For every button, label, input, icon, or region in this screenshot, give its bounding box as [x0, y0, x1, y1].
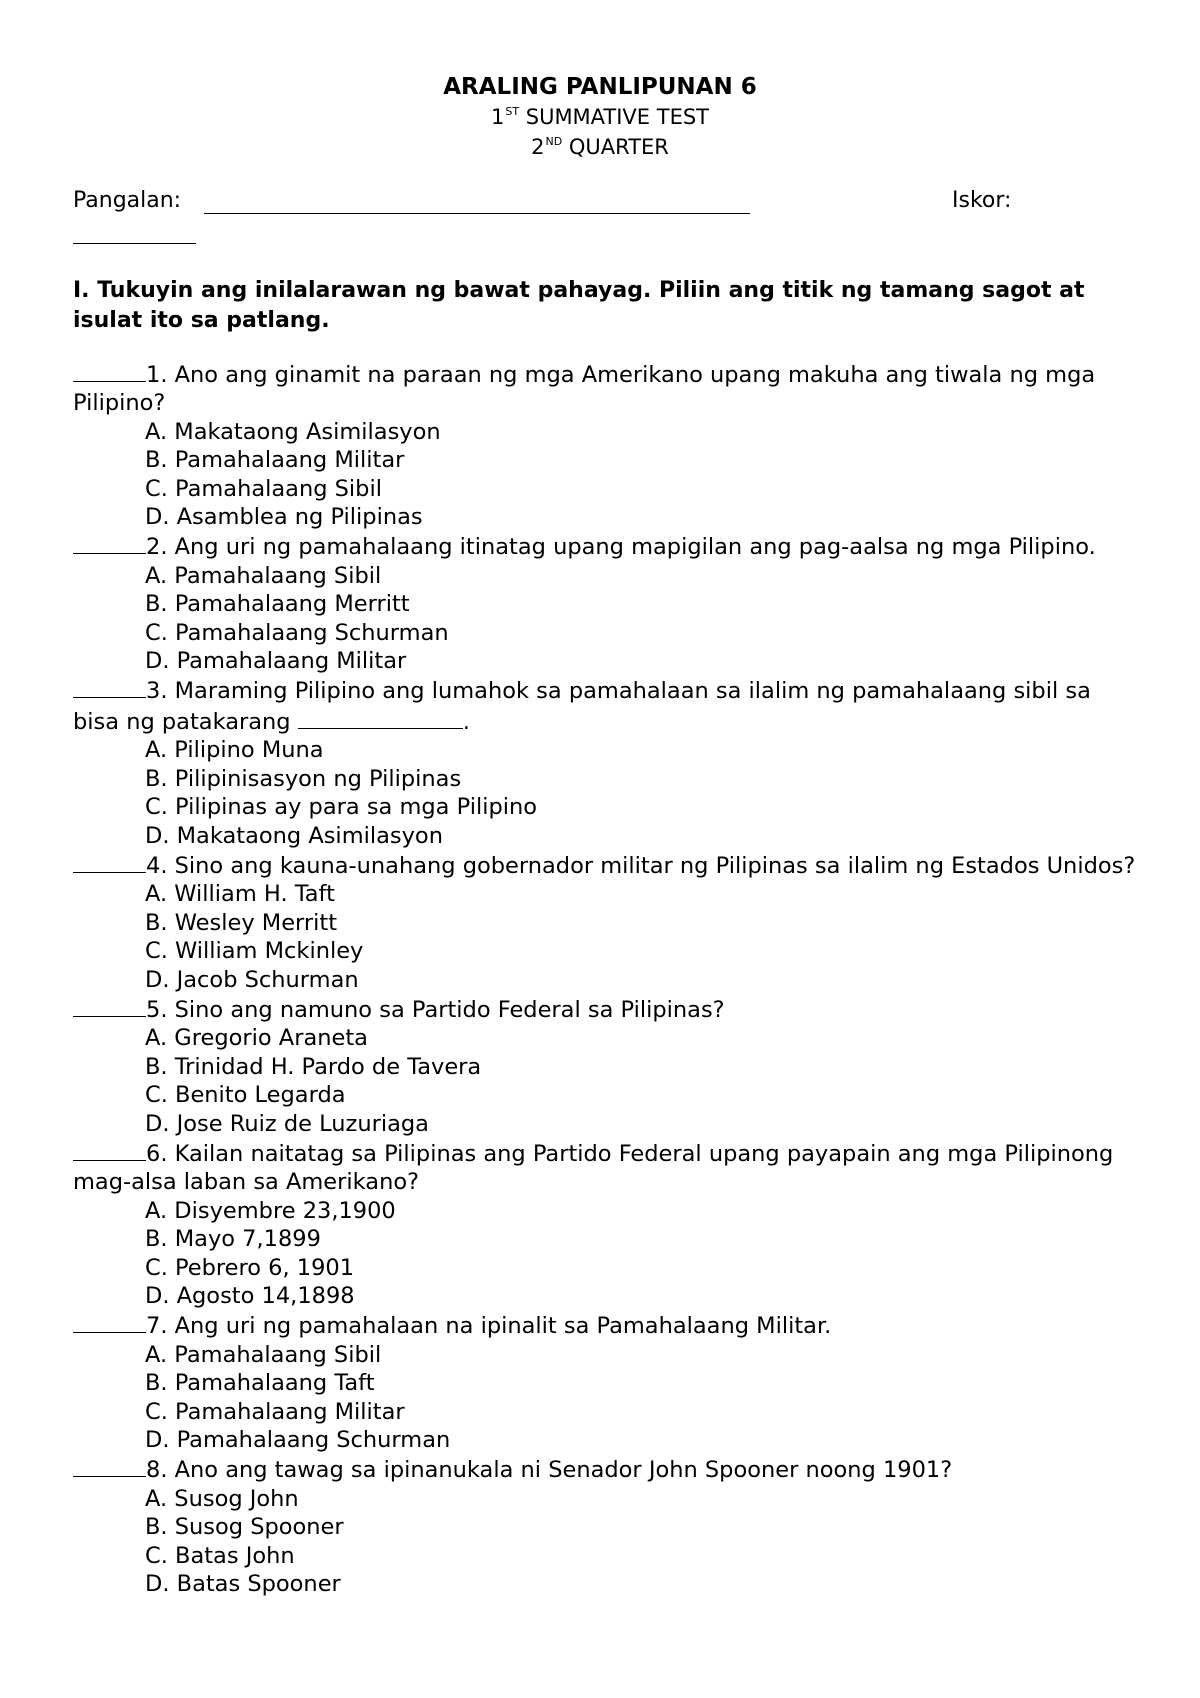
question-item — [73, 850, 1143, 880]
answer-option: C. Pamahalaang Militar — [145, 1398, 405, 1425]
answer-option: D. Makataong Asimilasyon — [145, 822, 443, 849]
answer-option: A. Disyembre 23,1900 — [145, 1197, 396, 1224]
answer-option: B. Mayo 7,1899 — [145, 1226, 321, 1253]
answer-option: C. William Mckinley — [145, 938, 364, 965]
answer-option: A. Pilipino Muna — [145, 737, 324, 764]
answer-option: D. Jacob Schurman — [145, 966, 359, 993]
question-list — [73, 359, 1143, 1598]
answer-option: C. Batas John — [145, 1542, 295, 1569]
answer-blank[interactable] — [73, 1454, 146, 1477]
answer-option: B. Wesley Merritt — [145, 909, 338, 936]
question-text: 3. Maraming Pilipino ang lumahok sa pamahalaan sa ilalim ng pamahalaang sibil sa bisa ng patakarang — [73, 678, 1091, 735]
score-field-line[interactable] — [73, 243, 196, 244]
answer-option: A. Makataong Asimilasyon — [145, 418, 441, 445]
question-item — [73, 531, 1143, 561]
answer-blank[interactable] — [73, 675, 146, 698]
answer-option: B. Pamahalaang Militar — [145, 447, 405, 474]
answer-option: C. Pebrero 6, 1901 — [145, 1254, 355, 1281]
question-text: 2. Ang uri ng pamahalaang itinatag upang mapigilan ang pag-aalsa ng mga Pilipino. — [146, 534, 1096, 561]
answer-blank[interactable] — [73, 359, 146, 382]
answer-option: C. Pamahalaang Sibil — [145, 475, 382, 502]
answer-option: C. Pilipinas ay para sa mga Pilipino — [145, 794, 538, 821]
answer-option: B. Pamahalaang Merritt — [145, 591, 410, 618]
section-instruction: I. Tukuyin ang inilalarawan ng bawat pahayag. Piliin ang titik ng tamang sagot at isulat ito sa patlang. — [73, 278, 1085, 333]
answer-blank[interactable] — [73, 531, 146, 554]
question-item — [73, 994, 1143, 1024]
subtitle-text: SUMMATIVE TEST — [519, 105, 709, 129]
answer-option: D. Pamahalaang Schurman — [145, 1427, 451, 1454]
answer-option: C. Benito Legarda — [145, 1082, 346, 1109]
answer-blank[interactable] — [73, 1138, 146, 1161]
subtitle-ordinal: ST — [505, 105, 520, 118]
question-item — [73, 1454, 1143, 1484]
fill-in-blank — [298, 706, 463, 729]
question-text: 5. Sino ang namuno sa Partido Federal sa Pilipinas? — [146, 996, 725, 1023]
question-item — [73, 1138, 1143, 1197]
answer-option: B. Pilipinisasyon ng Pilipinas — [145, 765, 462, 792]
answer-option: A. William H. Taft — [145, 881, 335, 908]
question-text: 6. Kailan naitatag sa Pilipinas ang Partido Federal upang payapain ang mga Pilipinong mag-alsa laban sa Amerikano? — [73, 1140, 1114, 1196]
answer-option: D. Jose Ruiz de Luzuriaga — [145, 1110, 429, 1137]
question-text: 8. Ano ang tawag sa ipinanukala ni Senador John Spooner noong 1901? — [146, 1457, 953, 1484]
question-text: 4. Sino ang kauna-unahang gobernador militar ng Pilipinas sa ilalim ng Estados Unidos? — [146, 852, 1136, 879]
answer-option: D. Batas Spooner — [145, 1571, 341, 1598]
question-text: 1. Ano ang ginamit na paraan ng mga Amerikano upang makuha ang tiwala ng mga Pilipino? — [73, 362, 1096, 417]
quarter-text: QUARTER — [562, 135, 669, 159]
question-text-end: . — [462, 708, 470, 735]
answer-option: D. Asamblea ng Pilipinas — [145, 504, 423, 531]
answer-option: C. Pamahalaang Schurman — [145, 619, 449, 646]
test-subtitle — [0, 102, 1200, 136]
answer-option: B. Trinidad H. Pardo de Tavera — [145, 1053, 482, 1080]
quarter-ordinal: ND — [545, 135, 563, 148]
subtitle-number: 1 — [490, 105, 505, 129]
quarter-number: 2 — [531, 135, 545, 159]
name-field-line[interactable] — [204, 213, 750, 214]
answer-option: D. Agosto 14,1898 — [145, 1283, 355, 1309]
answer-option: B. Pamahalaang Taft — [145, 1370, 375, 1397]
question-item — [73, 359, 1143, 418]
score-label: Iskor: — [952, 188, 1012, 213]
answer-option: A. Pamahalaang Sibil — [145, 1341, 382, 1368]
answer-option: A. Gregorio Araneta — [145, 1025, 368, 1052]
test-title: ARALING PANLIPUNAN 6 — [443, 74, 757, 100]
answer-option: A. Pamahalaang Sibil — [145, 562, 382, 589]
answer-option: D. Pamahalaang Militar — [145, 648, 407, 675]
question-text: 7. Ang uri ng pamahalaan na ipinalit sa Pamahalaang Militar. — [146, 1313, 832, 1340]
answer-option: B. Susog Spooner — [145, 1514, 344, 1541]
answer-blank[interactable] — [73, 1310, 146, 1333]
name-label: Pangalan: — [73, 188, 182, 213]
answer-option: A. Susog John — [145, 1485, 299, 1512]
answer-blank[interactable] — [73, 850, 146, 873]
question-item — [73, 675, 1143, 736]
answer-blank[interactable] — [73, 994, 146, 1017]
question-item — [73, 1310, 1143, 1340]
test-quarter — [0, 132, 1200, 166]
